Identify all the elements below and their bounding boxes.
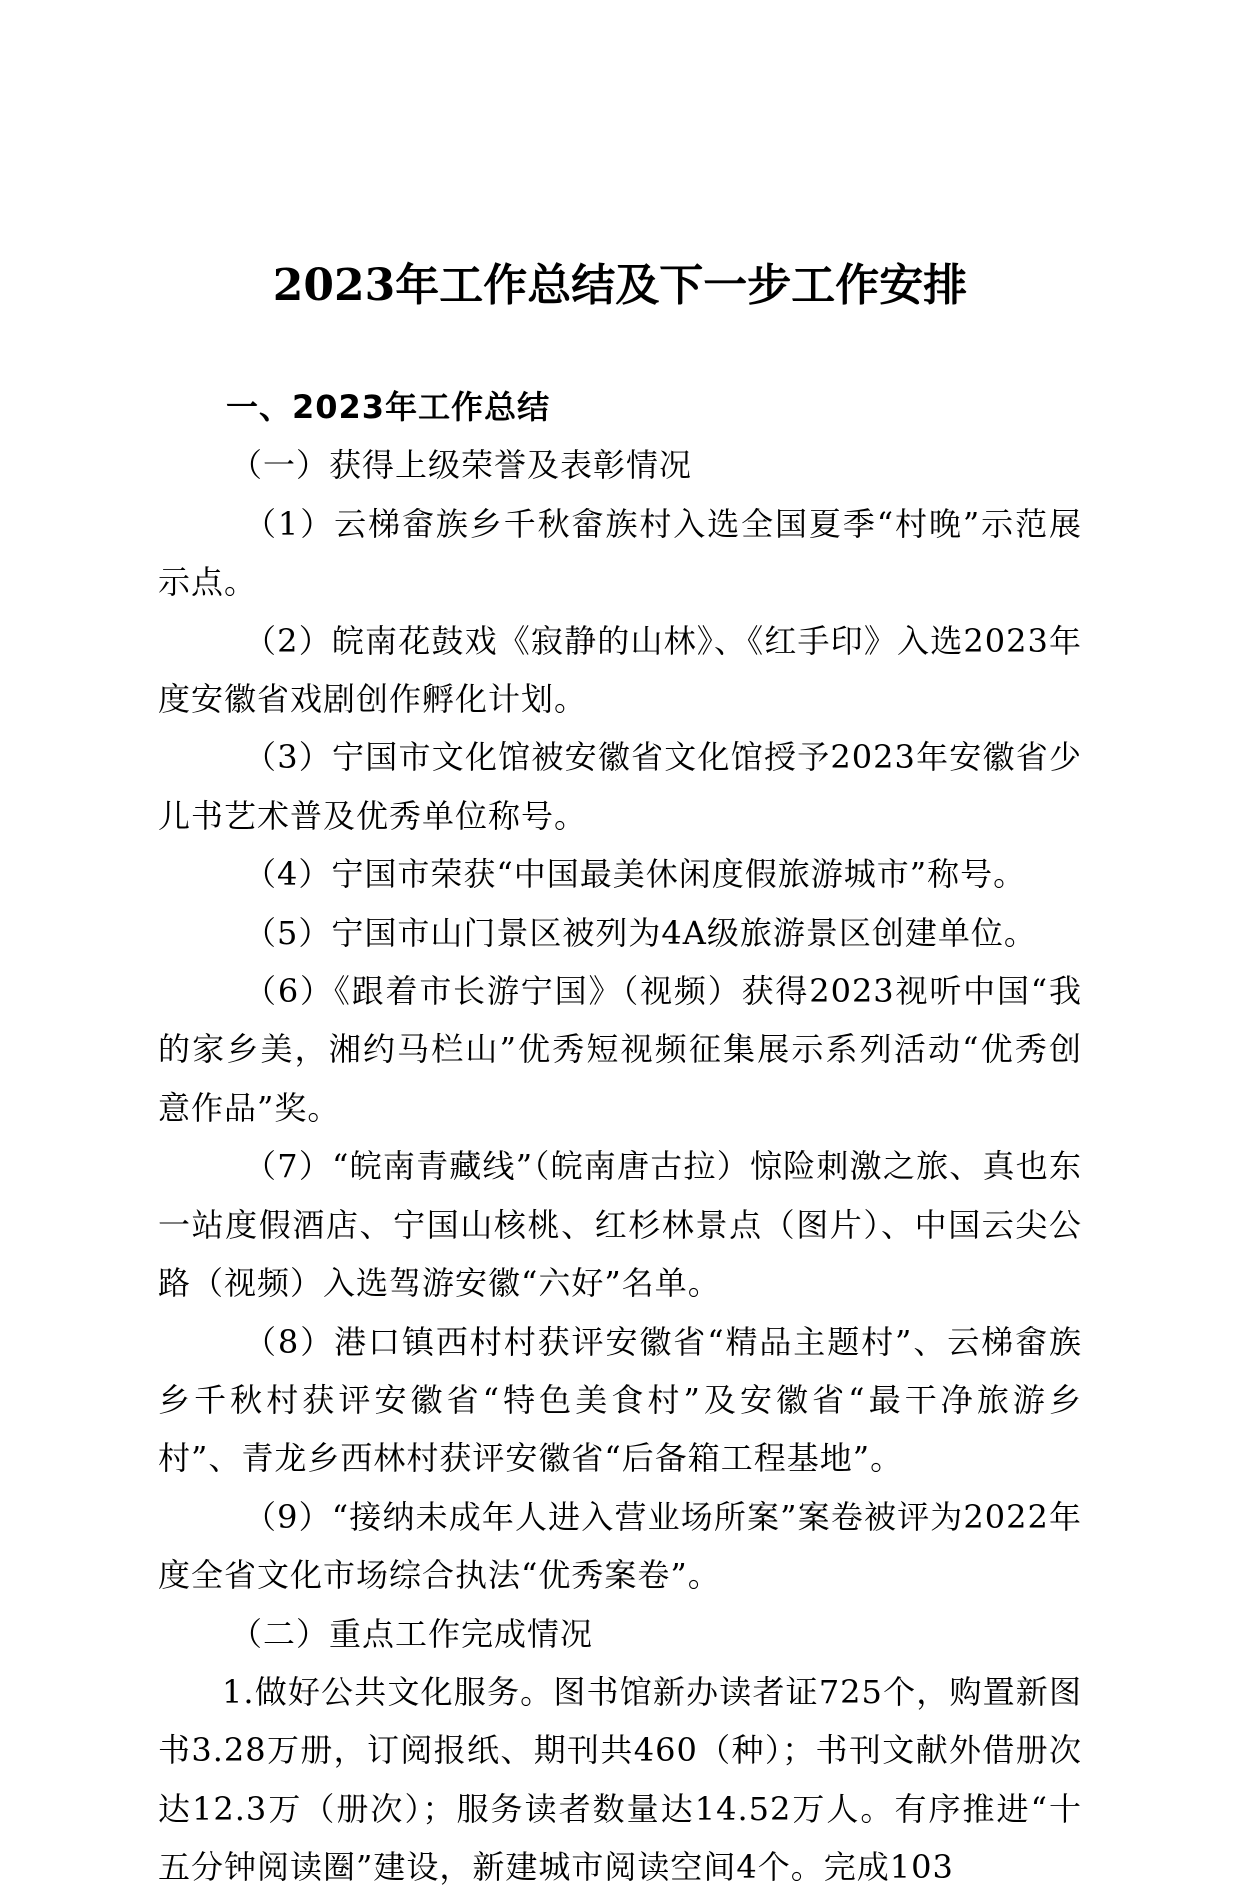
honor-item: （3）宁国市文化馆被安徽省文化馆授予2023年安徽省少儿书艺术普及优秀单位称号。 (158, 738, 1082, 835)
honor-item: （4）宁国市荣获“中国最美休闲度假旅游城市”称号。 (244, 855, 1027, 894)
honor-item: （1）云梯畲族乡千秋畲族村入选全国夏季“村晚”示范展示点。 (158, 504, 1082, 602)
subsection-heading: （二）重点工作完成情况 (230, 1614, 594, 1653)
honor-item: （7）“皖南青藏线”（皖南唐古拉）惊险刺激之旅、真也东一站度假酒店、宁国山核桃、红杉林景点（图片）、中国云尖公路（视频）入选驾游安徽“六好”名单。 (158, 1147, 1082, 1303)
honor-item: （8）港口镇西村村获评安徽省“精品主题村”、云梯畲族乡千秋村获评安徽省“特色美食村”及安徽省“最干净旅游乡村”、青龙乡西林村获评安徽省“后备箱工程基地”。 (158, 1322, 1082, 1478)
subsection-heading: （一）获得上级荣誉及表彰情况 (230, 446, 693, 485)
document-title: 2023年工作总结及下一步工作安排 (272, 260, 968, 311)
section-heading: 一、2023年工作总结 (226, 388, 551, 426)
honor-item: （6）《跟着市长游宁国》（视频）获得2023视听中国“我的家乡美，湘约马栏山”优秀短视频征集展示系列活动“优秀创意作品”奖。 (158, 972, 1082, 1127)
honor-item: （9）“接纳未成年人进入营业场所案”案卷被评为2022年度全省文化市场综合执法“优秀案卷”。 (158, 1497, 1082, 1595)
work-paragraph: 1.做好公共文化服务。图书馆新办读者证725个，购置新图书3.28万册，订阅报纸、期刊共460（种）；书刊文献外借册次达12.3万（册次）；服务读者数量达14.52万人。有序推进“十五分钟阅读圈”建设，新建城市阅读空间4个。完成103 (158, 1672, 1082, 1887)
honor-item: （2）皖南花鼓戏《寂静的山林》、《红手印》入选2023年度安徽省戏剧创作孵化计划。 (158, 621, 1082, 719)
document-body (158, 378, 1082, 1897)
honor-item: （5）宁国市山门景区被列为4A级旅游景区创建单位。 (244, 913, 1037, 952)
